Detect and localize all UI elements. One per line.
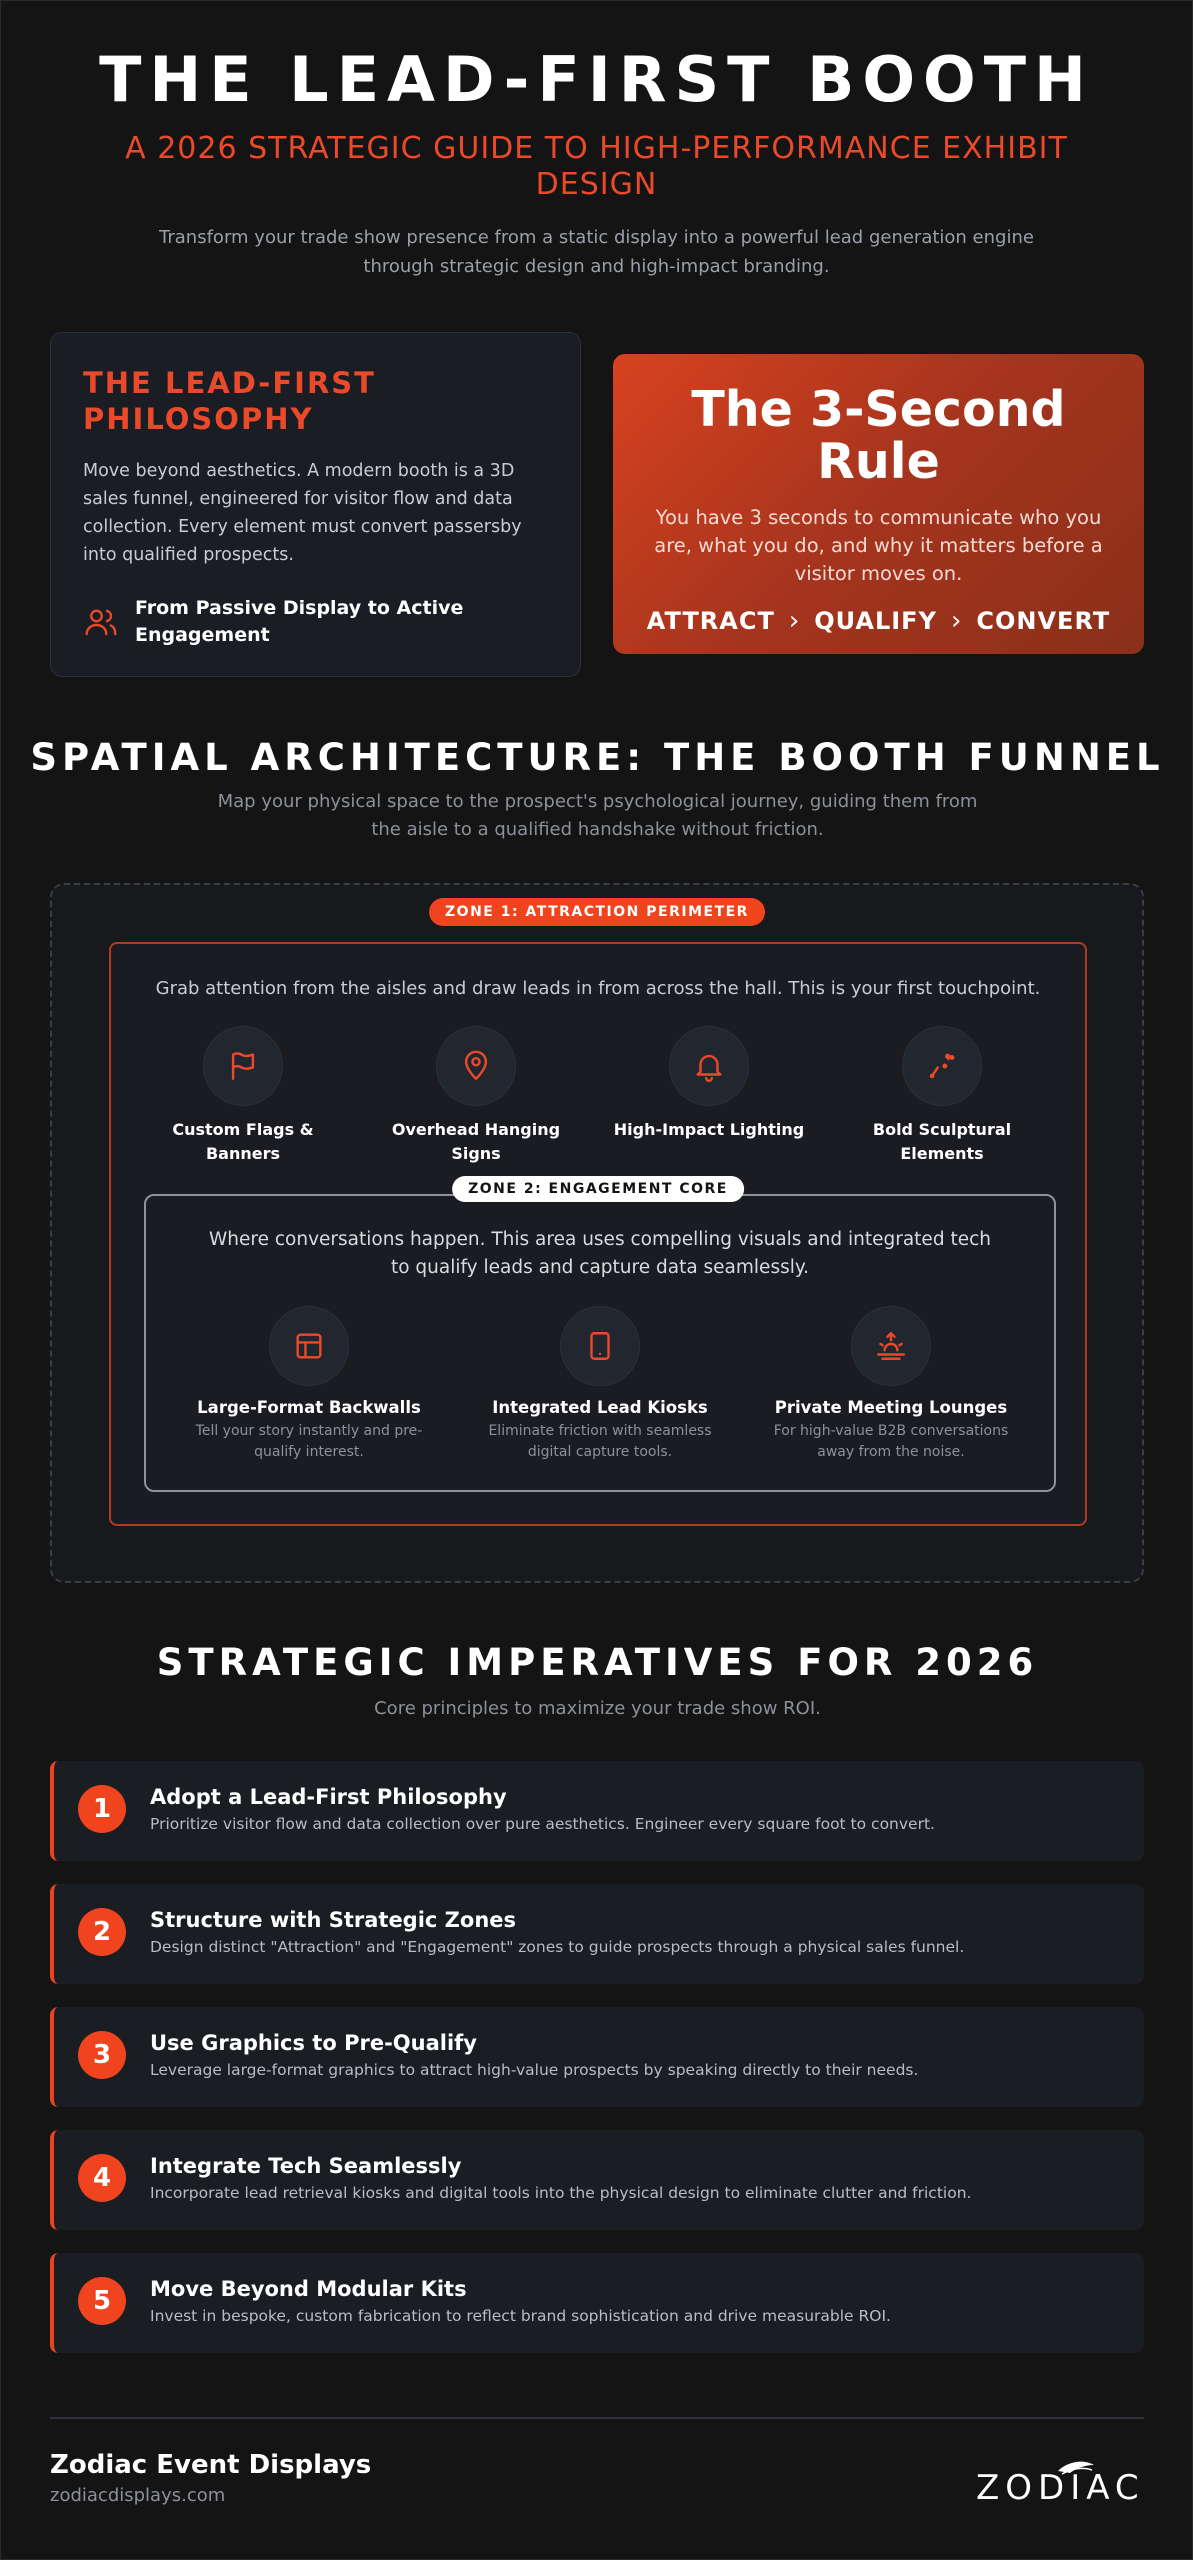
- page-title: THE LEAD-FIRST BOOTH: [99, 43, 1094, 116]
- imperative-number: 3: [78, 2031, 126, 2079]
- company-name: Zodiac Event Displays: [50, 2450, 372, 2480]
- imperative-number: 4: [78, 2154, 126, 2202]
- zone1-item: [609, 1026, 809, 1142]
- rule-title: The 3-Second Rule: [691, 381, 1066, 490]
- zone1-item: [143, 1026, 343, 1166]
- zone2-item-description: Eliminate friction with seamless digital capture tools.: [488, 1423, 712, 1460]
- step-qualify: QUALIFY: [814, 607, 937, 635]
- imperative-description: Incorporate lead retrieval kiosks and digital tools into the physical design to eliminate clutter and friction.: [150, 2184, 972, 2202]
- booth-funnel-diagram: [50, 883, 1144, 1583]
- svg-text:ZODIAC: ZODIAC: [976, 2468, 1145, 2507]
- zone2-item: [475, 1306, 725, 1463]
- bell-icon: [692, 1049, 726, 1083]
- zodiac-logo: [976, 2457, 1146, 2507]
- map-pin-icon: [459, 1049, 493, 1083]
- zone2-item-label: Integrated Lead Kiosks: [492, 1398, 708, 1417]
- step-convert: CONVERT: [976, 607, 1111, 635]
- imperative-item: [50, 2253, 1144, 2353]
- three-second-rule-card: [613, 354, 1144, 654]
- imperative-title: Integrate Tech Seamlessly: [150, 2154, 462, 2178]
- philosophy-footer: [83, 595, 548, 649]
- company-website[interactable]: zodiacdisplays.com: [50, 2485, 226, 2506]
- layout-icon: [292, 1329, 326, 1363]
- zone2-item-description: For high-value B2B conversations away from the noise.: [773, 1423, 1009, 1460]
- tablet-icon: [583, 1329, 617, 1363]
- spatial-section-header: [1, 736, 1193, 844]
- sparkle-icon: [925, 1049, 959, 1083]
- zone2-item-description: Tell your story instantly and pre-qualify interest.: [195, 1423, 423, 1460]
- zone2-item-label: Large-Format Backwalls: [197, 1398, 421, 1417]
- zone1-item: [376, 1026, 576, 1166]
- rule-steps: [613, 606, 1144, 636]
- zone1-item-label: High-Impact Lighting: [613, 1120, 805, 1139]
- zone1-attraction-perimeter: [109, 942, 1087, 1526]
- zone2-item-label: Private Meeting Lounges: [774, 1398, 1008, 1417]
- imperative-item: [50, 1761, 1144, 1861]
- step-attract: ATTRACT: [646, 607, 775, 635]
- imperative-number: 5: [78, 2277, 126, 2325]
- imperative-number: 2: [78, 1908, 126, 1956]
- zone1-items: [111, 1026, 1089, 1166]
- spatial-description: Map your physical space to the prospect's psychological journey, guiding them from the aisle to a qualified handshake without friction.: [217, 791, 978, 840]
- imperative-description: Design distinct "Attraction" and "Engagement" zones to guide prospects through a physical sales funnel.: [150, 1938, 965, 1956]
- spatial-title: SPATIAL ARCHITECTURE: THE BOOTH FUNNEL: [30, 736, 1165, 779]
- zone2-engagement-core: [144, 1194, 1056, 1492]
- imperatives-section-header: [1, 1641, 1193, 1723]
- zone1-badge: ZONE 1: ATTRACTION PERIMETER: [429, 898, 765, 926]
- philosophy-card: [50, 332, 581, 677]
- footer-divider: [50, 2417, 1144, 2419]
- imperatives-list: [50, 1761, 1144, 2376]
- zone2-description: Where conversations happen. This area uses compelling visuals and integrated tech to qualify leads and capture data seamlessly.: [209, 1229, 991, 1278]
- hero-section: [1, 1, 1192, 281]
- flag-icon: [226, 1049, 260, 1083]
- imperative-title: Structure with Strategic Zones: [150, 1908, 517, 1932]
- imperative-item: [50, 2007, 1144, 2107]
- intro-cards: [50, 332, 1144, 677]
- imperative-description: Leverage large-format graphics to attract high-value prospects by speaking directly to their needs.: [150, 2061, 919, 2079]
- imperative-title: Use Graphics to Pre-Qualify: [150, 2031, 477, 2055]
- zone1-item-label: Overhead Hanging Signs: [391, 1120, 561, 1163]
- philosophy-body: Move beyond aesthetics. A modern booth is a 3D sales funnel, engineered for visitor flow and data collection. Every element must convert passersby into qualified prospects.: [83, 461, 522, 565]
- imperative-description: Prioritize visitor flow and data collection over pure aesthetics. Engineer every square foot to convert.: [150, 1815, 935, 1833]
- imperatives-title: STRATEGIC IMPERATIVES FOR 2026: [156, 1641, 1039, 1684]
- imperative-number: 1: [78, 1785, 126, 1833]
- page-description: Transform your trade show presence from a static display into a powerful lead generation engine through strategic design and high-impact branding.: [159, 227, 1034, 277]
- rule-body: You have 3 seconds to communicate who you are, what you do, and why it matters before a visitor moves on.: [654, 506, 1103, 585]
- zone1-item-label: Custom Flags & Banners: [172, 1120, 314, 1163]
- imperative-title: Move Beyond Modular Kits: [150, 2277, 467, 2301]
- chevron-right-icon: ›: [950, 606, 963, 636]
- imperative-item: [50, 2130, 1144, 2230]
- zone2-item: [184, 1306, 434, 1463]
- zone2-item: [766, 1306, 1016, 1463]
- imperative-description: Invest in bespoke, custom fabrication to reflect brand sophistication and drive measurable ROI.: [150, 2307, 891, 2325]
- page-subtitle: A 2026 STRATEGIC GUIDE TO HIGH-PERFORMANCE EXHIBIT DESIGN: [125, 131, 1068, 202]
- chevron-right-icon: ›: [788, 606, 801, 636]
- imperative-title: Adopt a Lead-First Philosophy: [150, 1785, 507, 1809]
- zone1-description: Grab attention from the aisles and draw leads in from across the hall. This is your first touchpoint.: [155, 978, 1041, 999]
- zone1-item-label: Bold Sculptural Elements: [872, 1120, 1012, 1163]
- imperative-item: [50, 1884, 1144, 1984]
- philosophy-title: THE LEAD-FIRST PHILOSOPHY: [83, 366, 376, 436]
- users-icon: [83, 604, 119, 640]
- sunrise-icon: [874, 1329, 908, 1363]
- imperatives-description: Core principles to maximize your trade show ROI.: [374, 1698, 821, 1719]
- zone1-item: [842, 1026, 1042, 1166]
- zone2-badge: ZONE 2: ENGAGEMENT CORE: [452, 1176, 744, 1202]
- philosophy-footer-text: From Passive Display to Active Engagement: [135, 597, 464, 646]
